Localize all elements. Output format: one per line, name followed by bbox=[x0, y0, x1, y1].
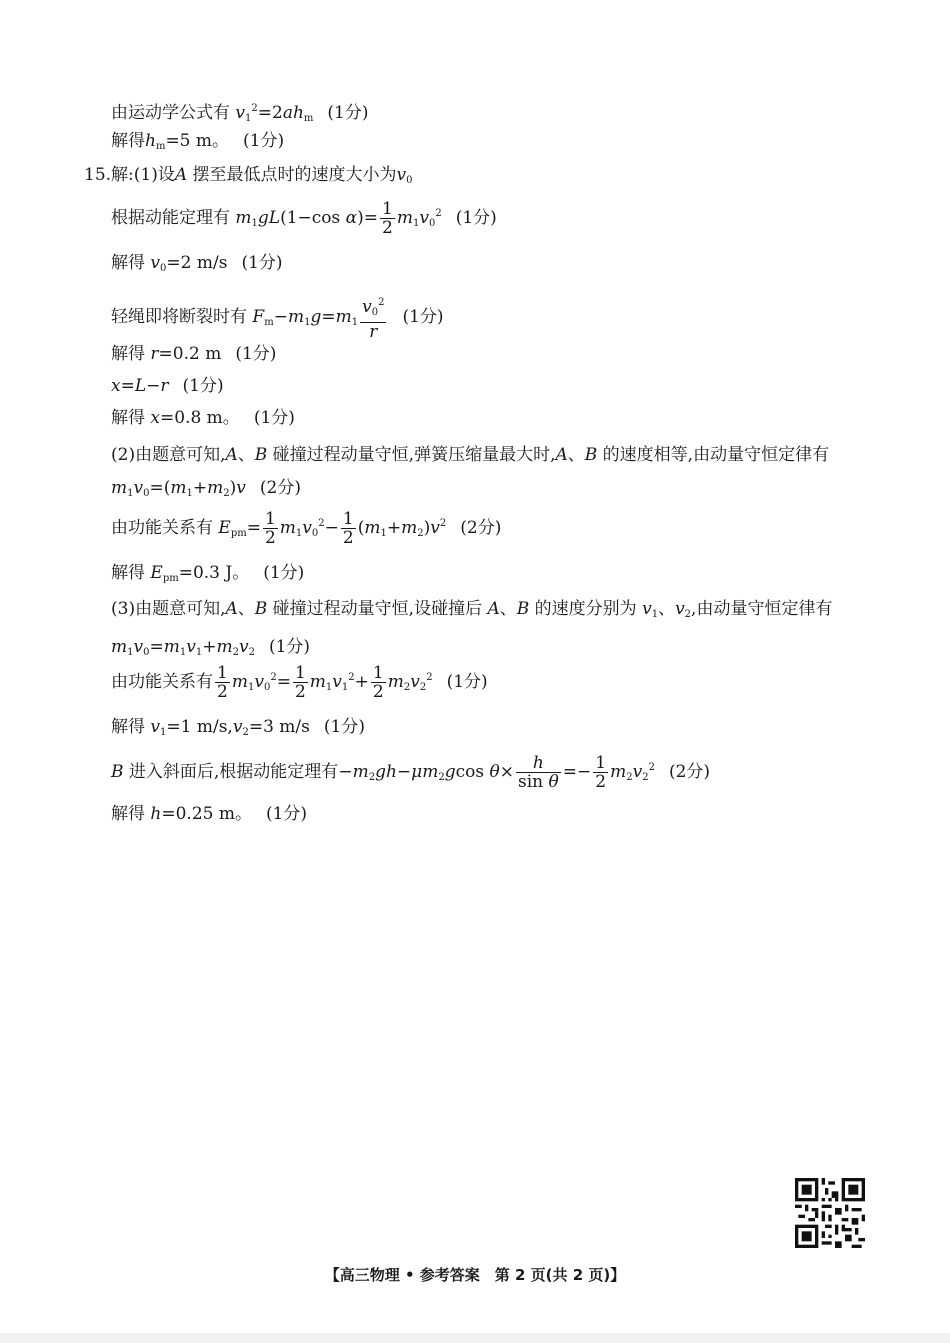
solution-paragraph: (3)由题意可知,A、B 碰撞过程动量守恒,设碰撞后 A、B 的速度分别为 $v_1$、$v_2$,由动量守恒定律有 $m_1v_0=m_1v_1+m_2v_2$ (1分) bbox=[111, 599, 833, 658]
solution-line: 解得 r=0.2 m (1分) bbox=[111, 344, 277, 364]
solution-line: 由运动学公式有 $v_1^2=2ah_m$ (1分) bbox=[111, 103, 369, 124]
solution-line: 解得 $v_0=2$ m/s (1分) bbox=[111, 253, 283, 274]
bottom-band bbox=[0, 1333, 950, 1343]
page-footer: 【高三物理 • 参考答案 第 2 页(共 2 页)】 bbox=[324, 1266, 626, 1284]
solution-line: 轻绳即将断裂时有 $F_m-m_1g=m_1$ $\frac{v_0^2}{r}$ (1分) bbox=[111, 297, 444, 342]
solution-paragraph: (2)由题意可知,A、B 碰撞过程动量守恒,弹簧压缩量最大时,A、B 的速度相等,由动量守恒定律有 $m_1v_0=(m_1+m_2)v$ (2分) bbox=[111, 445, 830, 499]
solution-line: 解得 h=0.25 m。 (1分) bbox=[111, 804, 308, 824]
solution-line: 解得 $v_1=1$ $m/s,v_2=3$ m/s (1分) bbox=[111, 717, 365, 738]
question-heading: 15.解:(1)设A 摆至最低点时的速度大小为$v_0$ bbox=[84, 165, 413, 186]
solution-line: 由功能关系有 $E_{pm}=$ $\frac{1}{2}$ $m_1v_0^2-$ $\frac{1}{2}$ $(m_1+m_2)v^2$ (2分) bbox=[111, 509, 502, 548]
solution-line: 由功能关系有 $\frac{1}{2}$ $m_1v_0^2=$ $\frac{1}{2}$ $m_1v_1^2+$ $\frac{1}{2}$ $m_2v_2^2$ (1分) bbox=[111, 663, 488, 702]
solution-line: B 进入斜面后,根据动能定理有$-m_2gh-\mu m_2gcos$ θ× $\frac{h}{\text{sin θ}}$ =− $\frac{1}{2}$ $m_2v_2^2$ (2分) bbox=[111, 753, 711, 792]
solution-line: x=L−r (1分) bbox=[111, 376, 224, 396]
solution-line: 解得 x=0.8 m。 (1分) bbox=[111, 408, 295, 428]
solution-line: 根据动能定理有 $m_1gL(1-\cos$ α)= $\frac{1}{2}$ $m_1v_0^2$ (1分) bbox=[111, 199, 497, 238]
solution-line: 解得 $E_{pm}=0.3$ J。 (1分) bbox=[111, 563, 305, 584]
solution-line: 解得$h_m=5$ m。 (1分) bbox=[111, 131, 285, 152]
qr-code-icon bbox=[795, 1178, 865, 1248]
